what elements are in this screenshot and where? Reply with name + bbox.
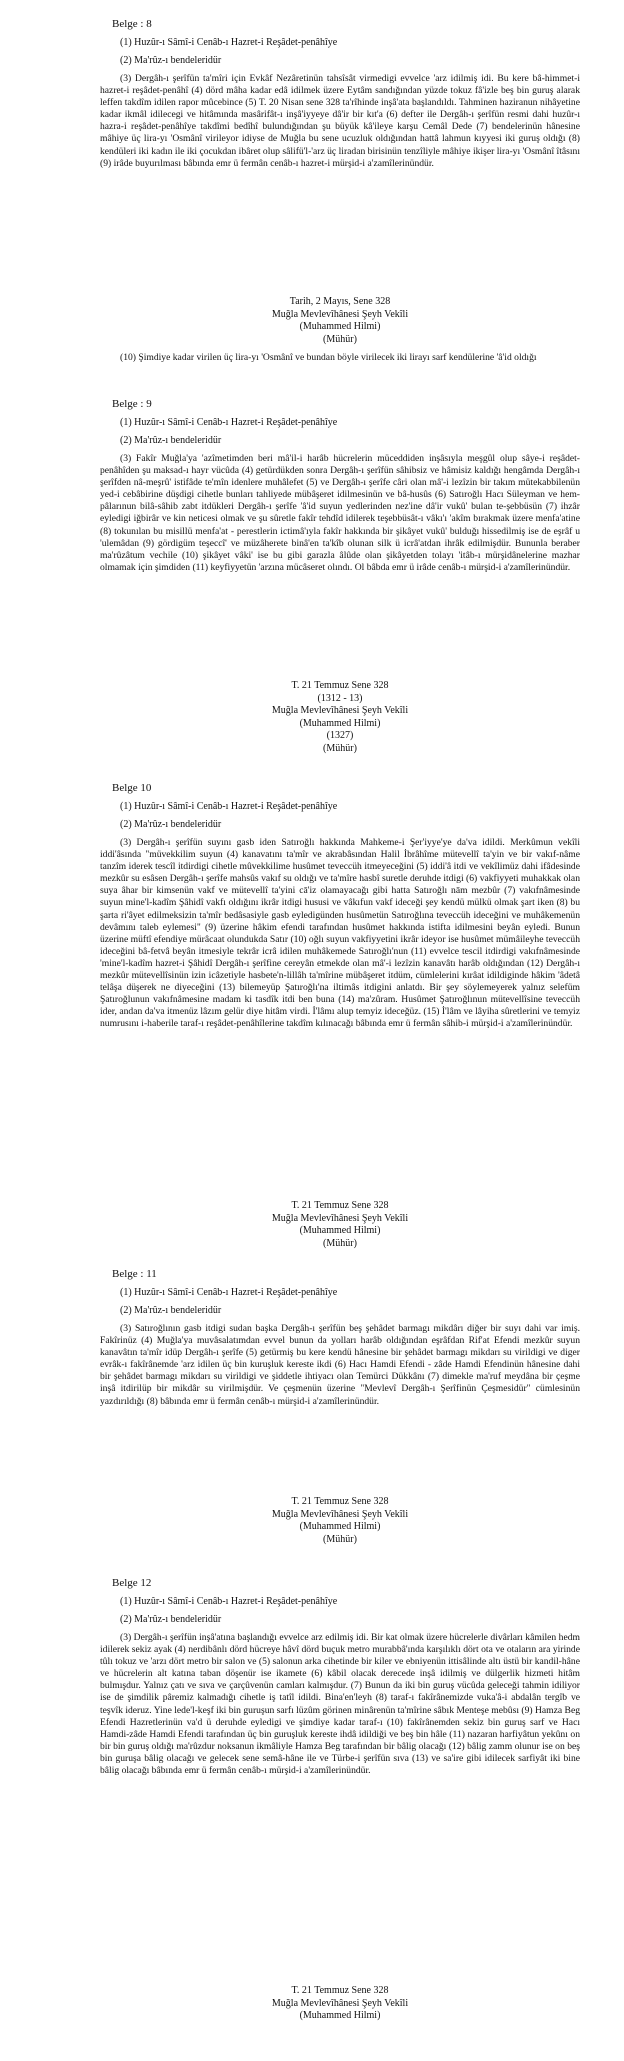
belge-10-seal: (Mühür) xyxy=(323,1237,357,1249)
belge-12-address: (1) Huzûr-ı Sâmî-i Cenâb-ı Hazret-i Reşâdet-penâhîye xyxy=(120,1596,338,1607)
belge-10-body: (3) Dergâh-ı şerîfün suyını gasb iden Satıroğlı hakkında Mahkeme-i Şer'iyye'ye da'va idildi. Merkûmun vekîli iddi'âsında "müvekkilim suyun (4) kanavatını ta'mîr ve akrabâsından Halil İbrâhîme mütevellî ta'yin ve bir vakıf-nâme tanzîm iderek tescîl itdirdigi cihetle mûvekkilime husûmet teveccüh itmeyeceğini (5) iddi'â itdi ve vekîlimüz dahi ifâdesinde mezkûr su esâsen Dergâh-ı şerîfe mahsûs vakıf su oldığı ve ta'mîre hasbî suretle deruhde itdigi (6) vakfiyyeti muhakkak olan suya âhar bir kimsenün vakf ve mütevellî ta'yini cā'iz olamayacağı gibi hatta Satıroğlı nām mezbûr (7) vakıfnâmesinde suyun mine'l-kadîm Şâhidî vakfı oldığını ikrâr itdigi hususi ve vâkıfun vakf ideceği şey kendü mülkü olmak şart iken (8) bu şarta ri'âyet edilmeksizin ta'mîr bedâsasiyle gasb eyledigünden husûmetün Satıroğlına teveccüh ideceğini ve muhâkemenün devâmını taleb eylemesi" (9) üzerine hâkim efendi tarafından husûmet hakkında istifta idilmesini beyân eyledi. Bunun üzerine müftî efendiye mürâcaat olundukda Satır (10) oğlı suyun vakfiyyetini ikrâr ideyor ise husûmet mümâileyhe teveccüh ideceğini bâ-fetvâ beyân itmesiyle tekrâr icrâ idilen muhâkemede Satıroğlı'nun (11) evvelce tescil itdirdigi vakıfnâmesinde 'mine'l-kadîm hazret-i Şâhidî Dergâh-ı şerîfine cereyân etmekde olan mâ'-i lezîzin kanavâtı harâb oldığından (12) Dergâh-ı mezkûr mütevellîsinün izin icâzetiyle hasbete'n-lillâh ta'mîrine mübâşeret itdüm, cümlelerini kırâat idildiginde hâkim 'âdetâ telâşa düşerek ne diyeceğini (13) bilemeyüp Şatıroğlı'na iltimâs itdigini anlatdı. Bir şey söylemeyerek yalnız selefüm Şatıroğlunun vakıfnâmesine madam ki tasdîk itdi ben buna (14) ma'zûram. Husûmet Şatıroğlınun mütevellîsine teveccüh ider, andan da'va itmenüz lâzım gelür diye hitâm virdi. İ'lâmı alup temyiz ideceğüz. (15) İ'lâm ve lâyiha sûretlerini ve temyiz numrusını i-haberile taraf-ı reşâdet-penâhîlerine takdîm kılınacağı bâbında emr ü fermân sâhib-i mürşid-i a'zamîlerinündür. xyxy=(100,837,580,1030)
belge-12-title: Belge 12 xyxy=(112,1577,152,1589)
belge-9-signature xyxy=(100,680,580,755)
belge-11-name: (Muhammed Hilmi) xyxy=(299,1521,381,1532)
belge-8-seal: (Mühür) xyxy=(323,333,357,345)
belge-12-signature xyxy=(100,1985,580,2023)
belge-8-signature xyxy=(100,296,580,346)
belge-9-number: (1312 - 13) xyxy=(317,692,363,704)
belge-8-submission: (2) Ma'rûz-ı bendeleridür xyxy=(120,55,222,66)
belge-11-body: (3) Satıroğlının gasb itdigi sudan başka Dergâh-ı şerîfün beş şehâdet barmagı mikdârı diğer bir suyı dahi var imiş. Fakîrinüz (4) Muğla'ya muvâsalatımdan evvel bunun da yolları harâb oldığından eşrâfdan Rif'at Efendi mezkûr suyun kanavâtın ta'mîr idüp Dergâh-ı şerîfe (5) getürmiş bu kere kendü hânesine bir şehâdet barmagı mikdarı su virildigi ve diger evrâk-ı fakîrânemde 'arz idilen üç bin kuruşluk kereste ikdi (6) Hacı Hamdi Efendi - zâde Hamdi Efendinün hânesine dahi bir şehâdet barmagı mikdarı su virildigi ve şiddetle ihtiyacı olan Temürci Dükkânı (7) dimekle ma'ruf meydâna bir çeşme inşâ itdirilüp bir mikdâr su virilmişdür. Ve çeşmenün üzerine "Mevlevî Dergâh-ı Şerîfinün Çeşmesidür" cümlesinün yazdırıldığı (8) bâbında emr ü fermân cenâb-ı mürşid-i a'zamîlerinündür. xyxy=(100,1323,580,1407)
belge-10-title: Belge 10 xyxy=(112,782,152,794)
belge-10-address: (1) Huzûr-ı Sâmî-i Cenâb-ı Hazret-i Reşâdet-penâhîye xyxy=(120,801,338,812)
belge-12-name: (Muhammed Hilmi) xyxy=(299,2010,381,2021)
belge-8-address: (1) Huzûr-ı Sâmî-i Cenâb-ı Hazret-i Reşâdet-penâhîye xyxy=(120,37,338,48)
belge-10-signature xyxy=(100,1200,580,1250)
belge-8-name: (Muhammed Hilmi) xyxy=(299,321,381,332)
belge-8-note: (10) Şimdiye kadar virilen üç lira-yı 'Osmânî ve bundan böyle virilecek iki lirayı sarf kendülerine 'â'id oldığı xyxy=(120,352,537,363)
belge-12-body: (3) Dergâh-ı şerîfün inşâ'atına başlandığı evvelce arz edilmiş idi. Bir kat olmak üzere hücrelerle divârları kâmilen hedm idilerek sekiz ayak (4) nerdibânlı dörd hücreye hâvî dörd buçuk metro murabbâ'ında karşılıklı dört ota ve otaların ara yirinde tûlı tokuz ve 'arzı dört metro bir salon ve (5) salonun arka cihetinde bir kiler ve ebniyenün ittisâlinde altı üstü bir kandil-hâne ve hücrelerin alt katına taban döşenür ise ikamete (6) kâbil olacak derecede inşâ idilmiş ve dülgerlik hizmeti hitâm bulmışdur. Yalnız çatı ve sıva ve çarçûvenün camları kalmışdur. (7) Bunun da iki bin guruş vücûda geleceği tahmin idiliyor ise de şimdilik pâremiz kalmadığı cihetle iş tatîl idildi. Bina'en'leyh (8) taraf-ı fakîrânemizde vuka'â-i abdalân tergîb ve teşvîk ideruz. Yine lede'l-keşf iki bin guruşun sarfı lüzûm görinen minârenün ta'mîrine sâbık Menteşe mebûsı (9) Hamza Beg Efendi Hazretlerinün va'd ü deruhde eyledigi ve şimdiye kadar taraf-ı (10) fakîrânemden sekiz bin guruş sarf ve Hacı Hamdi-zâde Hamdi Efendi tarafından üç bin guruşluk kereste ihdâ idildiği ve beş bin hâle (11) nazaran harfiyâtun yekûnı on bir bin guruş oldığı ma'rûzdur noksanun ikmâliyle Hamza Beg tarafından bir bâlig olacağı (12) bâlig zamm olunur ise on beş bin guruşa bâlig olacağı ve gelecek sene semâ-hâne ile ve Türbe-i şerîfün sıva (13) ve sa'ire gibi idilecek sarfiyât iki bine bâlig olacağı bâbında emr ü fermân cenâb-ı mürşid-i a'zamîlerinündür. xyxy=(100,1632,580,1777)
belge-8-date: Tarih, 2 Mayıs, Sene 328 xyxy=(289,296,391,307)
belge-10-submission: (2) Ma'rûz-ı bendeleridür xyxy=(120,819,222,830)
belge-12-date: T. 21 Temmuz Sene 328 xyxy=(291,1985,389,1996)
belge-11-submission: (2) Ma'rûz-ı bendeleridür xyxy=(120,1305,222,1316)
belge-8-body: (3) Dergâh-ı şerîfün ta'mîri için Evkâf Nezâretinün tahsîsât virmedigi evvelce 'arz idilmiş idi. Bu kere bâ-himmet-i hazret-i reşâdet-penâhî (4) dörd mâha kadar edâ idilmek üzere Eytâm sandığından yüzde tokuz fâ'izle beş bin guruş alarak leffen takdîm idilen rapor mûcebince (5) T. 20 Nisan sene 328 ta'rîhinde inşâ'ata başlandıldı. Tahminen haziranun nihâyetine kadar ikmâl idilecegi ve hitâmında masârifât-ı inşâ'iyyeye dâ'ir bir kıt'a (6) defter ile Dergâh-ı şerîfün resmi dahi huzûr-ı hazra-i reşâdet-penâhîye takdîmi bedîhî bulundığından şu büyük kâ'ileye karşu Cemâl Dede (7) bendelerinün hânesine mâhiye üç lira-yı 'Osmânî virileyor idiyse de Muğla bu sene ucuzluk oldığından hattâ lahmun kıyyesi iki guruş oldığı (8) kendüleri iki kadın ile iki çocukdan ibâret olup sâlifü'l-'arz üç liradan birisinün tenzîliyle mâhiye ikişer lira-yı 'Osmânî îtâsını (9) irâde buyurılması bâbında emr ü fermân cenâb-ı hazret-i mürşid-i a'zamîlerinündür. xyxy=(100,73,580,169)
belge-8-signer: Muğla Mevlevîhânesi Şeyh Vekîli xyxy=(271,308,409,320)
belge-12-signer: Muğla Mevlevîhânesi Şeyh Vekîli xyxy=(271,1997,409,2009)
belge-11-date: T. 21 Temmuz Sene 328 xyxy=(291,1496,389,1507)
belge-11-signer: Muğla Mevlevîhânesi Şeyh Vekîli xyxy=(271,1508,409,1520)
belge-9-name: (Muhammed Hilmi) xyxy=(299,717,381,729)
belge-11-signature xyxy=(100,1496,580,1546)
belge-9-body: (3) Fakîr Muğla'ya 'azîmetimden beri mâ'il-i harâb hücrelerin müceddiden inşâsıyla meşgûl olup sâye-i reşâdet-penâhîden şu maksad-ı hayr vücûda (4) getürdükden sonra Dergâh-ı şerîfün sâhibsiz ve hâmisiz kaldığı hengâmda Dergâh-ı şerîfden nâ-meşrû' istifâde te'mîn idenlere muhâlefet (5) ve Dergâh-ı şerîfe câri olan mâ'-i lezîzin bir takım mütekabbilenün yed-i cebâbirine düşdigi cihetle bunları tahliyede mübâşeret idilmesinün ve bâ-husûs (6) Satıroğlı Hacı Süleyman ve hem-pâlarınun bilâ-sâhib zabt itdükleri Dergâh-ı şerîfe 'â'id suyun yedlerinden nez'ine dâ'ir vukû' bulan te-şebbüsün (7) ihzâr eyledigi iğbirâr ve kin neticesi olmak ve şu sûretle fakîr tehdîd idilerek teşebbüsât-ı vâkı'ı 'akîm bırakmak üzere menfa'atine (8) tokunılan bu misillü menfa'at - perestlerin ictimâ'ıyla fakîr hakkında bir şikâyet vukû' bulduğı hissedilmiş ise de eşrâf u 'ulemâdan (9) gördigüm teşeccî' ve müzâherete binâ'en ta'kîb olunan silk ü icrâ'atdan ihrâk edilmişdür. Bununla beraber ma'rûzâtum vechile (10) şikâyet vâki' ise bu gibi garazla âlûde olan şikâyetden tolayı 'itâb-ı mürşidânelerine mazhar olmamak için şimdiden (11) keyfiyyetün 'arzına mücâseret olındı. Ol bâbda emr ü irâde cenâb-ı mürşid-i a'zamîlerinündür. xyxy=(100,453,580,573)
belge-9-year: (1327) xyxy=(326,730,354,741)
belge-10-date: T. 21 Temmuz Sene 328 xyxy=(291,1200,389,1211)
belge-11-address: (1) Huzûr-ı Sâmî-i Cenâb-ı Hazret-i Reşâdet-penâhîye xyxy=(120,1287,338,1298)
belge-11-title: Belge : 11 xyxy=(112,1268,157,1280)
belge-9-date: T. 21 Temmuz Sene 328 xyxy=(291,680,389,691)
belge-10-name: (Muhammed Hilmi) xyxy=(299,1225,381,1236)
belge-10-signer: Muğla Mevlevîhânesi Şeyh Vekîli xyxy=(271,1212,409,1224)
belge-12-submission: (2) Ma'rûz-ı bendeleridür xyxy=(120,1614,222,1625)
belge-8-title: Belge : 8 xyxy=(112,18,152,30)
belge-9-signer: Muğla Mevlevîhânesi Şeyh Vekîli xyxy=(271,705,409,716)
belge-9-title: Belge : 9 xyxy=(112,398,152,410)
belge-9-seal: (Mühür) xyxy=(323,742,357,754)
belge-9-address: (1) Huzûr-ı Sâmî-i Cenâb-ı Hazret-i Reşâdet-penâhîye xyxy=(120,417,338,428)
belge-11-seal: (Mühür) xyxy=(323,1533,357,1545)
belge-9-submission: (2) Ma'rûz-ı bendeleridür xyxy=(120,435,222,446)
